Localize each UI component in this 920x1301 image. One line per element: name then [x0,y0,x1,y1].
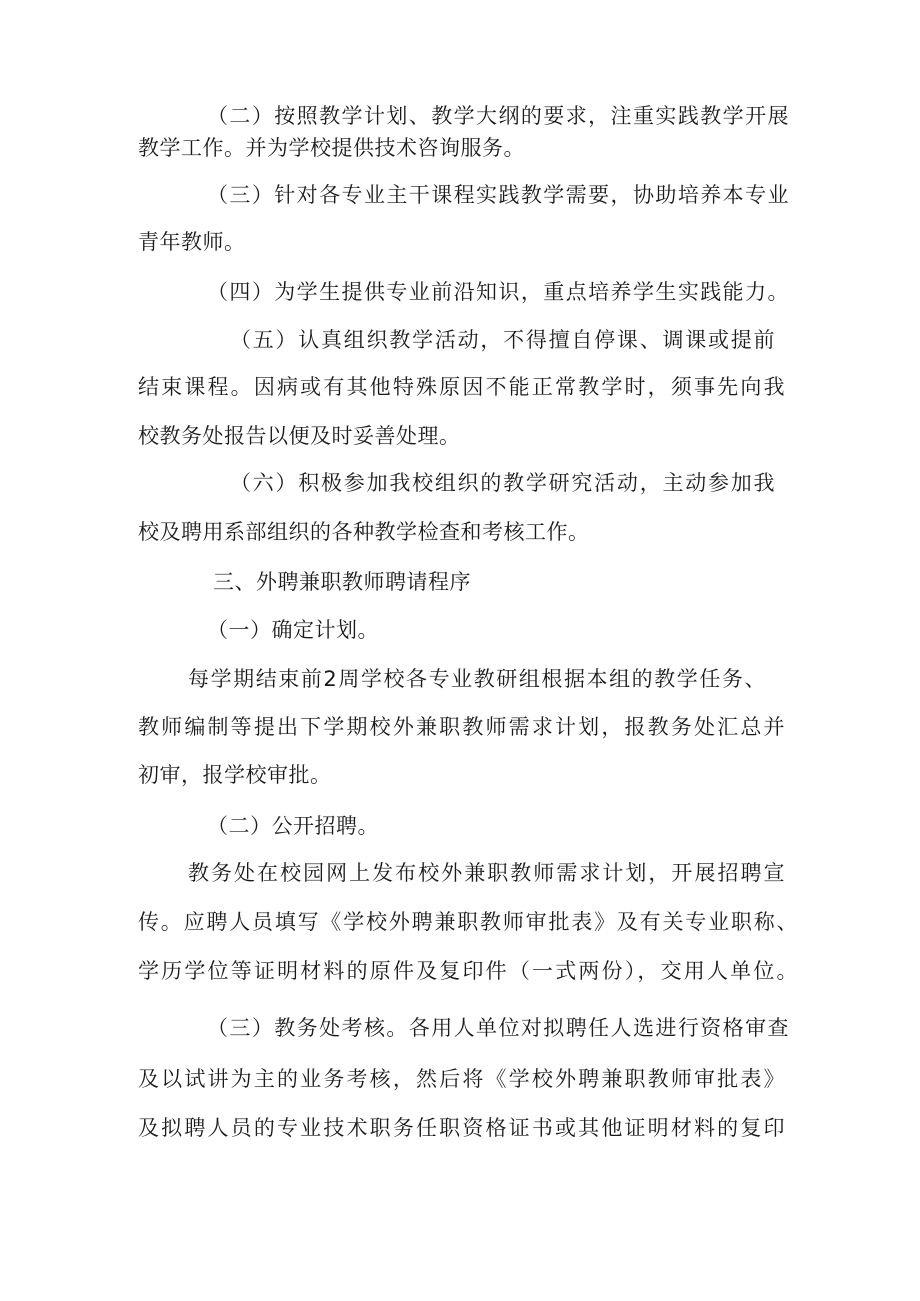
paragraph-line: 校及聘用系部组织的各种教学检查和考核工作。 [138,520,590,544]
paragraph-line: 每学期结束前2周学校各专业教研组根据本组的教学任务、 [188,667,766,691]
paragraph-line: 教师编制等提出下学期校外兼职教师需求计划，报教务处汇总并 [138,715,785,739]
paragraph-line: 教学工作。并为学校提供技术咨询服务。 [138,136,525,160]
paragraph-line: 结束课程。因病或有其他特殊原因不能正常教学时，须事先向我 [138,375,785,399]
paragraph-line: （二）按照教学计划、教学大纲的要求，注重实践教学开展 [207,104,789,128]
section-heading: 三、外聘兼职教师聘请程序 [213,570,471,594]
paragraph-line: （五）认真组织教学活动，不得擅自停课、调课或提前 [230,328,775,352]
paragraph-line: 校教务处报告以便及时妥善处理。 [138,424,461,448]
paragraph-line: （三）教务处考核。各用人单位对拟聘任人选进行资格审查 [207,1016,789,1040]
paragraph-line: （四）为学生提供专业前沿知识，重点培养学生实践能力。 [207,280,789,304]
paragraph-line: 及以试讲为主的业务考核，然后将《学校外聘兼职教师审批表》 [138,1067,785,1091]
paragraph-line: （三）针对各专业主干课程实践教学需要，协助培养本专业 [207,183,789,207]
paragraph-line: 青年教师。 [138,230,246,254]
paragraph-line: 及拟聘人员的专业技术职务任职资格证书或其他证明材料的复印 [138,1116,785,1140]
paragraph-line: 教务处在校园网上发布校外兼职教师需求计划，开展招聘宣 [188,861,785,885]
paragraph-line: 传。应聘人员填写《学校外聘兼职教师审批表》及有关专业职称、 [138,910,798,934]
subsection-heading: （一）确定计划。 [207,618,379,642]
paragraph-line: 学历学位等证明材料的原件及复印件（一式两份），交用人单位。 [138,959,798,983]
paragraph-line: 初审，报学校审批。 [138,763,332,787]
subsection-heading: （二）公开招聘。 [207,814,379,838]
paragraph-line: （六）积极参加我校组织的教学研究活动，主动参加我 [230,471,775,495]
